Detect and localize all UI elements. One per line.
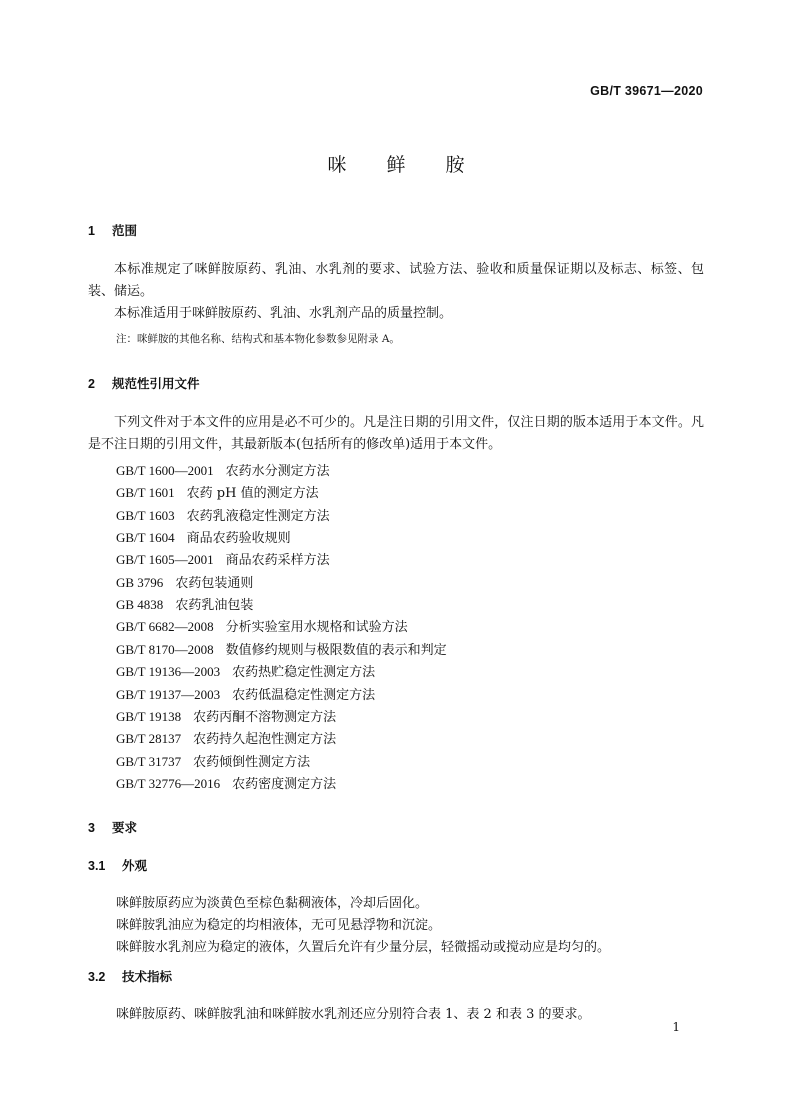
reference-code: GB/T 1605—2001	[116, 552, 214, 568]
document-title: 咪鲜胺	[327, 154, 505, 176]
reference-item	[116, 684, 375, 703]
scope-paragraph-1: 本标准规定了咪鲜胺原药、乳油、水乳剂的要求、试验方法、验收和质量保证期以及标志、标签、包装、储运。	[88, 262, 704, 299]
references-intro: 下列文件对于本文件的应用是必不可少的。凡是注日期的引用文件，仅注日期的版本适用于本文件。凡是不注日期的引用文件，其最新版本(包括所有的修改单)适用于本文件。	[88, 415, 704, 452]
reference-item	[116, 505, 330, 524]
reference-item	[116, 527, 291, 546]
section-3-2-heading	[88, 967, 172, 985]
section-number: 1	[88, 224, 95, 238]
section-3-heading	[88, 818, 137, 836]
section-number: 2	[88, 377, 95, 391]
appearance-line: 咪鲜胺乳油应为稳定的均相液体，无可见悬浮物和沉淀。	[116, 918, 442, 933]
section-3-1-heading	[88, 856, 147, 874]
section-title: 外观	[122, 858, 148, 873]
section-number: 3.2	[88, 970, 106, 984]
reference-code: GB 3796	[116, 574, 164, 590]
section-title: 范围	[112, 223, 138, 238]
reference-item	[116, 728, 336, 747]
reference-title: 农药倾倒性测定方法	[193, 754, 311, 770]
reference-code: GB/T 6682—2008	[116, 619, 214, 635]
reference-item	[116, 594, 253, 613]
reference-code: GB/T 1601	[116, 485, 175, 501]
scope-note: 注：咪鲜胺的其他名称、结构式和基本物化参数参见附录 A。	[116, 333, 400, 345]
reference-item	[116, 460, 330, 479]
reference-title: 农药低温稳定性测定方法	[232, 687, 376, 703]
technical-indicators-text: 咪鲜胺原药、咪鲜胺乳油和咪鲜胺水乳剂还应分别符合表 1、表 2 和表 3 的要求。	[116, 1007, 591, 1022]
scope-paragraph-2: 本标准适用于咪鲜胺原药、乳油、水乳剂产品的质量控制。	[114, 306, 453, 321]
standard-number: GB/T 39671—2020	[590, 84, 703, 98]
reference-code: GB/T 19138	[116, 708, 182, 724]
reference-title: 农药 pH 值的测定方法	[186, 486, 319, 502]
appearance-line: 咪鲜胺原药应为淡黄色至棕色黏稠液体，冷却后固化。	[116, 896, 429, 911]
section-1-heading	[88, 221, 137, 239]
reference-code: GB/T 1600—2001	[116, 463, 214, 478]
reference-item	[116, 751, 310, 770]
reference-title: 农药持久起泡性测定方法	[193, 732, 337, 748]
page-number: 1	[672, 1020, 680, 1034]
reference-title: 农药密度测定方法	[232, 776, 337, 792]
reference-title: 农药乳液稳定性测定方法	[186, 508, 330, 524]
appearance-line: 咪鲜胺水乳剂应为稳定的液体，久置后允许有少量分层，轻微摇动或搅动应是均匀的。	[116, 940, 611, 955]
reference-code: GB/T 19137—2003	[116, 686, 221, 702]
reference-code: GB/T 1604	[116, 530, 175, 546]
reference-code: GB/T 19136—2003	[116, 664, 221, 680]
section-number: 3	[88, 821, 95, 835]
reference-code: GB 4838	[116, 597, 164, 613]
reference-item	[116, 706, 336, 725]
reference-item	[116, 549, 330, 568]
reference-item	[116, 661, 375, 680]
reference-title: 商品农药验收规则	[186, 531, 291, 547]
reference-item	[116, 616, 408, 635]
reference-item	[116, 639, 447, 658]
reference-title: 分析实验室用水规格和试验方法	[225, 620, 408, 636]
reference-item	[116, 482, 319, 501]
section-title: 规范性引用文件	[112, 376, 200, 391]
reference-code: GB/T 32776—2016	[116, 775, 221, 791]
reference-title: 农药水分测定方法	[225, 464, 330, 479]
section-2-heading	[88, 374, 200, 392]
section-title: 技术指标	[122, 969, 173, 984]
reference-title: 农药热贮稳定性测定方法	[232, 665, 376, 681]
reference-code: GB/T 28137	[116, 731, 182, 747]
reference-code: GB/T 31737	[116, 753, 182, 769]
reference-item	[116, 572, 253, 591]
reference-title: 农药包装通则	[175, 575, 254, 591]
reference-item	[116, 773, 336, 792]
section-number: 3.1	[88, 859, 106, 873]
reference-title: 农药乳油包装	[175, 598, 254, 614]
reference-title: 农药丙酮不溶物测定方法	[193, 709, 337, 725]
section-title: 要求	[112, 820, 138, 835]
reference-code: GB/T 8170—2008	[116, 641, 214, 657]
reference-title: 商品农药采样方法	[225, 553, 330, 569]
reference-code: GB/T 1603	[116, 507, 175, 523]
reference-title: 数值修约规则与极限数值的表示和判定	[225, 642, 447, 658]
